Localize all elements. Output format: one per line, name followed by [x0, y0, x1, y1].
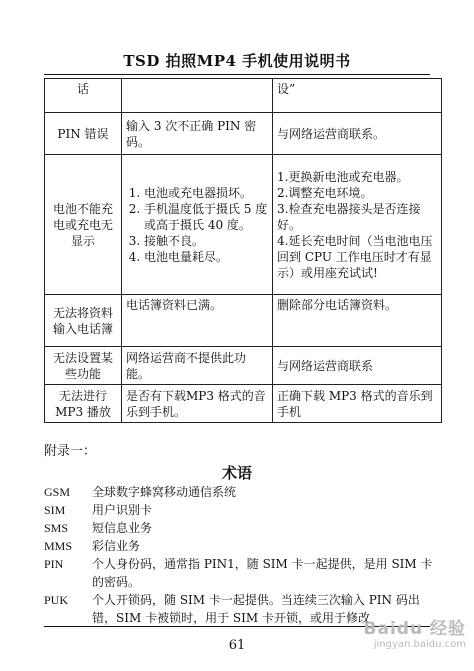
glossary-term: PIN — [44, 557, 64, 571]
troubleshooting-table — [44, 78, 442, 423]
cause-cell: 是否有下载MP3 格式的音乐到手机。 — [122, 385, 273, 423]
glossary-term: PUK — [44, 593, 69, 607]
glossary-definition: 用户识别卡 — [92, 503, 153, 517]
cause-cell: 电话簿资料已满。 — [122, 295, 273, 347]
table-cell — [122, 79, 273, 113]
list-item: 2. 手机温度低于摄氏 5 度或高于摄氏 40 度。 — [144, 201, 268, 233]
table-row — [45, 113, 442, 155]
glossary-term: MMS — [44, 539, 73, 553]
glossary-definition: 个人身份码，通常指 PIN1，随 SIM 卡一起提供，是用 SIM 卡的密码。 — [92, 557, 433, 589]
solution-line: 1.更换新电池或充电器。 — [277, 169, 409, 184]
table-row — [45, 79, 442, 113]
table-row — [45, 295, 442, 347]
solution-line: 3.检查充电器接头是否连接好。 — [277, 201, 421, 232]
glossary-item — [44, 537, 436, 555]
table-cell: 设” — [273, 79, 442, 113]
table-row — [45, 347, 442, 385]
solution-cell — [273, 155, 442, 295]
glossary-item — [44, 483, 436, 501]
watermark — [364, 614, 466, 650]
problem-cell: 无法将资料输入电话簿 — [45, 295, 122, 347]
watermark-logo: Baidu 经验 — [363, 619, 466, 639]
glossary-item — [44, 519, 436, 537]
cause-list — [126, 185, 268, 265]
table-row — [45, 385, 442, 423]
glossary-term: SMS — [44, 521, 69, 535]
glossary-title: 术语 — [221, 464, 252, 482]
cause-cell — [122, 155, 273, 295]
glossary-list — [44, 483, 436, 627]
glossary-item — [44, 501, 436, 519]
table-row — [45, 155, 442, 295]
solution-cell: 与网络运营商联系。 — [273, 113, 442, 155]
solution-cell: 正确下载 MP3 格式的音乐到手机 — [273, 385, 442, 423]
table-cell: 话 — [45, 79, 122, 113]
glossary-definition: 个人开锁码，随 SIM 卡一起提供。当连续三次输入 PIN 码出错，SIM 卡被锁时，用于 SIM 卡开锁，或用于修改 — [92, 593, 420, 625]
page-header: TSD 拍照MP4 手机使用说明书 — [123, 52, 351, 70]
list-item: 4. 电池电量耗尽。 — [144, 249, 268, 265]
solution-cell: 与网络运营商联系 — [273, 347, 442, 385]
list-item: 3. 接触不良。 — [144, 233, 268, 249]
problem-cell: 无法进行 MP3 播放 — [45, 385, 122, 423]
glossary-term: SIM — [44, 503, 66, 517]
cause-cell: 输入 3 次不正确 PIN 密码。 — [122, 113, 273, 155]
glossary-definition: 全球数字蜂窝移动通信系统 — [92, 485, 237, 499]
problem-cell: 无法设置某些功能 — [45, 347, 122, 385]
appendix-label: 附录一： — [44, 444, 97, 459]
solution-cell: 删除部分电话簿资料。 — [273, 295, 442, 347]
glossary-definition: 彩信业务 — [92, 539, 141, 553]
header-rule — [44, 74, 430, 75]
cause-cell: 网络运营商不提供此功能。 — [122, 347, 273, 385]
glossary-definition: 短信息业务 — [92, 521, 153, 535]
list-item: 1. 电池或充电器损坏。 — [144, 185, 268, 201]
glossary-item — [44, 555, 436, 591]
problem-cell: 电池不能充电或充电无显示 — [45, 155, 122, 295]
watermark-url: jingyan.baidu.com — [373, 639, 466, 650]
glossary-term: GSM — [44, 485, 71, 499]
page-number: 61 — [228, 638, 246, 653]
solution-line: 2.调整充电环境。 — [277, 185, 373, 200]
solution-line: 4.延长充电时间（当电池电压回到 CPU 工作电压时才有显示）或用座充试试! — [277, 233, 433, 280]
problem-cell: PIN 错误 — [45, 113, 122, 155]
